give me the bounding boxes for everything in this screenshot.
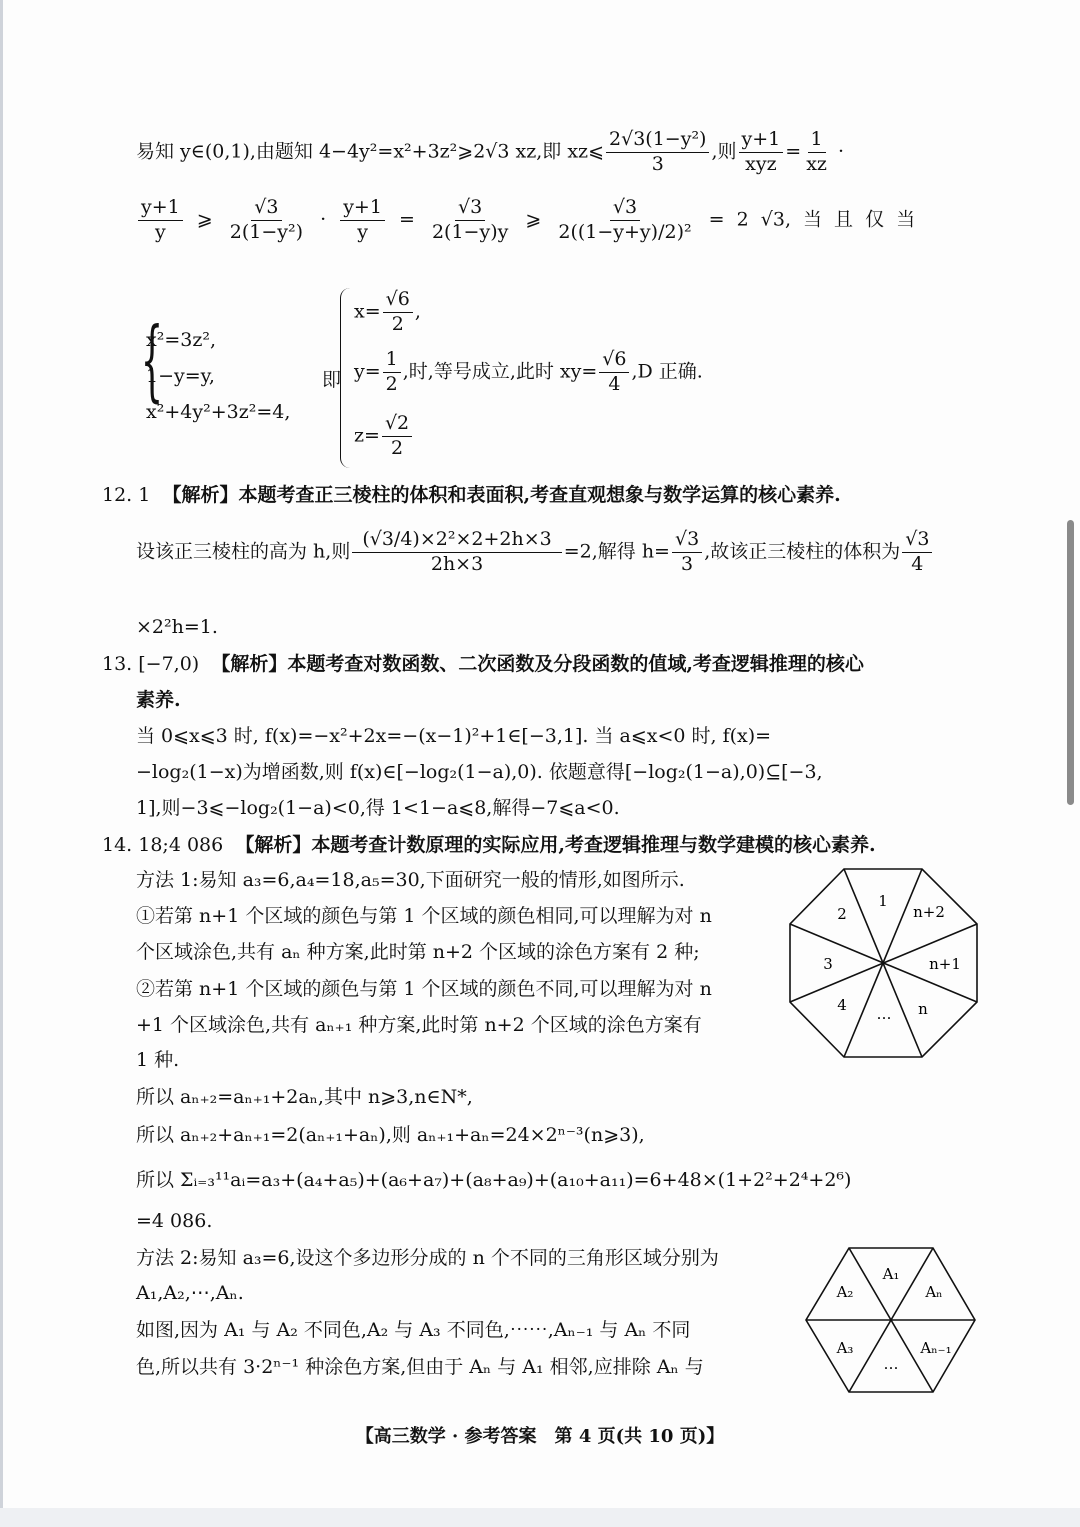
denominator: y (155, 220, 166, 243)
analysis-label: 【解析】本题考查计数原理的实际应用,考查逻辑推理与数学建模的核心素养. (235, 834, 876, 856)
p14-line: 所以 Σᵢ₌₃¹¹aᵢ=a₃+(a₄+a₅)+(a₆+a₇)+(a₈+a₉)+(a₁₀+a₁₁)=6+48×(1+2²+2⁴+2⁶) (136, 1169, 852, 1191)
numerator: √3 (902, 528, 932, 553)
hexagon-region-label: A₃ (836, 1339, 854, 1357)
numerator: 1 (808, 128, 826, 153)
text: ,则 (711, 140, 737, 163)
octagon-region-label: n+2 (913, 903, 945, 921)
numerator: √2 (382, 412, 412, 437)
p14-line: 个区域涂色,共有 aₙ 种方案,此时第 n+2 个区域的涂色方案有 2 种; (136, 941, 700, 963)
equation: x²+4y²+3z²=4, (146, 401, 291, 423)
analysis-label: 【解析】本题考查对数函数、二次函数及分段函数的值域,考查逻辑推理的核心 (211, 653, 864, 675)
fraction (340, 196, 385, 245)
text: · (837, 140, 845, 163)
numerator: √6 (383, 288, 413, 313)
p11-line1 (136, 128, 844, 177)
bottom-edge (0, 1508, 1080, 1527)
p13-line: 1],则−3⩽−log₂(1−a)<0,得 1<1−a⩽8,解得−7⩽a<0. (136, 797, 620, 819)
fraction (739, 128, 784, 177)
text: x= (354, 300, 381, 323)
p14-line: +1 个区域涂色,共有 aₙ₊₁ 种方案,此时第 n+2 个区域的涂色方案有 (136, 1014, 702, 1036)
p13-line: 当 0⩽x⩽3 时, f(x)=−x²+2x=−(x−1)²+1∈[−3,1]. 当 a⩽x<0 时, f(x)= (136, 725, 772, 747)
p14-line: 方法 2:易知 a₃=6,设这个多边形分成的 n 个不同的三角形区域分别为 (136, 1247, 719, 1269)
octagon-diagram (788, 866, 980, 1060)
p14-line: 1 种. (136, 1049, 180, 1071)
numerator: y+1 (138, 196, 183, 221)
octagon-region-label: 4 (837, 996, 847, 1014)
text: 设该正三棱柱的高为 h,则 (136, 540, 351, 563)
text: y= (354, 360, 381, 383)
numerator: y+1 (739, 128, 784, 153)
fraction (383, 348, 401, 397)
fraction (606, 128, 709, 177)
fraction (429, 196, 511, 245)
text: ,故该正三棱柱的体积为 (704, 540, 901, 563)
text: · (320, 208, 327, 231)
octagon-region-label: 1 (878, 892, 888, 910)
equation: 1−y=y, (146, 365, 215, 387)
answer: 14. 18;4 086 (102, 834, 224, 856)
scrollbar[interactable] (1067, 520, 1074, 805)
text: , (414, 300, 421, 323)
denominator: xyz (745, 152, 777, 175)
fraction (599, 348, 629, 397)
text: ⩾ (525, 208, 542, 231)
numerator: (√3/4)×2²×2+2h×3 (352, 528, 561, 553)
denominator: 2 (391, 312, 404, 335)
octagon-region-label: n (918, 1000, 928, 1018)
p14-line: ①若第 n+1 个区域的颜色与第 1 个区域的颜色相同,可以理解为对 n (136, 905, 712, 927)
hexagon-region-label: … (883, 1355, 899, 1373)
equation-system-2 (340, 288, 703, 461)
text: = (398, 208, 415, 231)
p14-line: 色,所以共有 3·2ⁿ⁻¹ 种涂色方案,但由于 Aₙ 与 A₁ 相邻,应排除 Aₙ 与 (136, 1356, 704, 1378)
fraction (383, 288, 413, 337)
page-edge (0, 0, 3, 1527)
denominator: 2h×3 (430, 552, 484, 575)
denominator: 4 (608, 372, 621, 395)
p14-line: ②若第 n+1 个区域的颜色与第 1 个区域的颜色不同,可以理解为对 n (136, 978, 712, 1000)
fraction (902, 528, 932, 577)
text: =2,解得 h= (563, 540, 670, 563)
numerator: √6 (599, 348, 629, 373)
text-ji: 即 (322, 369, 342, 391)
numerator: 2√3(1−y²) (606, 128, 709, 153)
hexagon-region-label: A₁ (882, 1265, 900, 1283)
page-footer: 【高三数学 · 参考答案 第 4 页(共 10 页)】 (355, 1426, 725, 1447)
p14-line: 所以 aₙ₊₂+aₙ₊₁=2(aₙ₊₁+aₙ),则 aₙ₊₁+aₙ=24×2ⁿ⁻³(n⩾3), (136, 1124, 645, 1146)
p14-line: 如图,因为 A₁ 与 A₂ 不同色,A₂ 与 A₃ 不同色,⋯⋯,Aₙ₋₁ 与 Aₙ 不同 (136, 1319, 691, 1341)
equation: x²=3z², (146, 329, 217, 351)
fraction (555, 196, 694, 245)
denominator: 3 (681, 552, 694, 575)
numerator: y+1 (340, 196, 385, 221)
p14-heading (102, 834, 876, 857)
text: z= (354, 424, 380, 447)
p13-heading-cont: 素养. (136, 689, 181, 711)
fraction (382, 412, 412, 461)
p12-heading (102, 484, 841, 507)
fraction (227, 196, 306, 245)
brace (340, 288, 351, 468)
denominator: 2(1−y²) (229, 220, 304, 243)
p11-line2 (136, 196, 915, 245)
text: = 2 √3, 当 且 仅 当 (708, 208, 916, 231)
text: ,时,等号成立,此时 xy= (402, 360, 598, 383)
octagon-region-label: 2 (837, 905, 847, 923)
answer: 12. 1 (102, 484, 151, 506)
p13-line: −log₂(1−x)为增函数,则 f(x)∈[−log₂(1−a),0). 依题意得[−log₂(1−a),0)⊆[−3, (136, 761, 823, 783)
numerator: 1 (383, 348, 401, 373)
octagon-region-label: … (876, 1005, 892, 1023)
denominator: xz (806, 152, 827, 175)
equation-system-1 (130, 308, 291, 430)
denominator: 2(1−y)y (431, 220, 509, 243)
p14-line: A₁,A₂,⋯,Aₙ. (136, 1282, 244, 1304)
text: ,D 正确. (631, 360, 703, 383)
fraction (138, 196, 183, 245)
answer: 13. [−7,0) (102, 653, 200, 675)
numerator: √3 (672, 528, 702, 553)
analysis-label: 【解析】本题考查正三棱柱的体积和表面积,考查直观想象与数学运算的核心素养. (162, 484, 841, 506)
numerator: √3 (610, 196, 640, 221)
p12-line2: ×2²h=1. (136, 616, 218, 638)
p14-line: 方法 1:易知 a₃=6,a₄=18,a₅=30,下面研究一般的情形,如图所示. (136, 869, 685, 891)
p14-line: =4 086. (136, 1210, 213, 1232)
text: 易知 y∈(0,1),由题知 4−4y²=x²+3z²⩾2√3 xz,即 xz⩽ (136, 140, 604, 163)
numerator: √3 (455, 196, 485, 221)
p12-line1 (136, 528, 934, 577)
denominator: 4 (911, 552, 924, 575)
p14-line: 所以 aₙ₊₂=aₙ₊₁+2aₙ,其中 n⩾3,n∈N*, (136, 1086, 473, 1108)
hexagon-diagram (803, 1245, 979, 1395)
brace: { (140, 308, 164, 411)
denominator: 3 (651, 152, 664, 175)
text: ⩾ (196, 208, 213, 231)
p13-heading (102, 653, 864, 676)
octagon-region-label: 3 (823, 955, 833, 973)
denominator: 2((1−y+y)/2)² (558, 220, 692, 243)
text: = (785, 140, 802, 163)
octagon-region-label: n+1 (929, 955, 961, 973)
hexagon-region-label: Aₙ₋₁ (920, 1339, 952, 1357)
fraction (352, 528, 561, 577)
denominator: 2 (390, 436, 404, 459)
hexagon-region-label: Aₙ (925, 1283, 943, 1301)
denominator: 2 (385, 372, 398, 395)
fraction (803, 128, 830, 177)
hexagon-region-label: A₂ (836, 1283, 854, 1301)
fraction (672, 528, 702, 577)
numerator: √3 (251, 196, 281, 221)
denominator: y (357, 220, 368, 243)
